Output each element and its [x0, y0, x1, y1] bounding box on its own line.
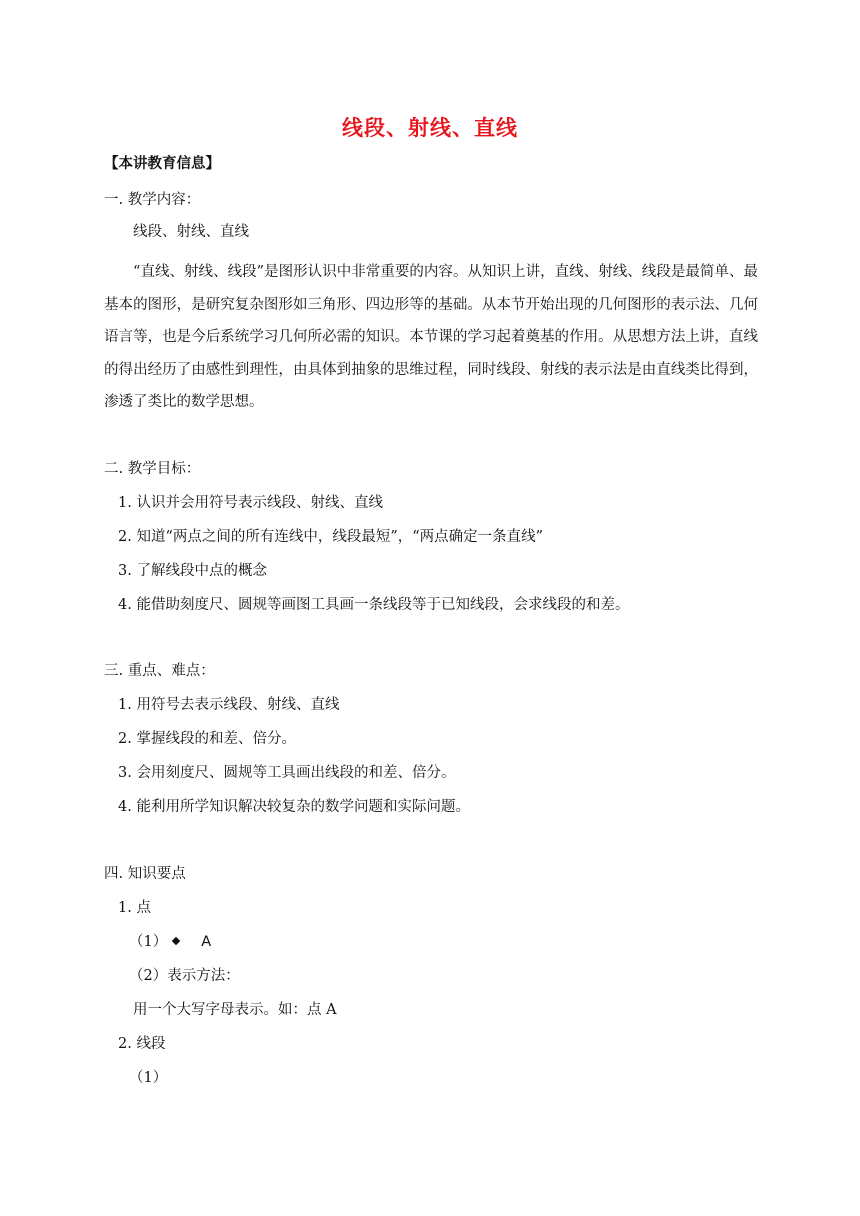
point-name: A	[201, 934, 212, 950]
point-label: 1. 点	[118, 900, 151, 916]
section-2-item-1: 1. 认识并会用符号表示线段、射线、直线	[118, 495, 383, 511]
point-desc: 用一个大写字母表示。如：点 A	[133, 1002, 337, 1018]
segment-label: 2. 线段	[118, 1036, 166, 1052]
section-3-item-2: 2. 掌握线段的和差、倍分。	[118, 731, 296, 747]
section-2-heading: 二. 教学目标：	[104, 461, 201, 477]
section-1-topic: 线段、射线、直线	[133, 224, 249, 240]
point-diamond-icon	[172, 937, 180, 945]
point-figure	[129, 932, 211, 952]
section-2-item-3: 3. 了解线段中点的概念	[118, 563, 267, 579]
section-1-heading: 一. 教学内容：	[104, 192, 201, 208]
section-3-item-3: 3. 会用刻度尺、圆规等工具画出线段的和差、倍分。	[118, 765, 456, 781]
section-2-item-4: 4. 能借助刻度尺、圆规等画图工具画一条线段等于已知线段，会求线段的和差。	[118, 597, 630, 613]
section-2-item-2: 2. 知道“两点之间的所有连线中，线段最短”，“两点确定一条直线”	[118, 529, 544, 545]
section-3-item-1: 1. 用符号去表示线段、射线、直线	[118, 697, 340, 713]
section-3-heading: 三. 重点、难点：	[104, 663, 215, 679]
section-1-paragraph: “直线、射线、线段”是图形认识中非常重要的内容。从知识上讲，直线、射线、线段是最简单、最基本的图形，是研究复杂图形如三角形、四边形等的基础。从本节开始出现的几何图形的表示法、几何语言等，也是今后系统学习几何所必需的知识。本节课的学习起着奠基的作用。从思想方法上讲，直线的得出经历了由感性到理性，由具体到抽象的思维过程，同时线段、射线的表示法是由直线类比得到，渗透了类比的数学思想。	[104, 264, 758, 410]
section-4-heading: 四. 知识要点	[104, 866, 186, 882]
section-3-item-4: 4. 能利用所学知识解决较复杂的数学问题和实际问题。	[118, 799, 470, 815]
point-sub2: （2）表示方法：	[129, 968, 240, 984]
section-header: 【本讲教育信息】	[104, 156, 220, 172]
page-title: 线段、射线、直线	[342, 116, 518, 140]
point-sub1: （1）	[129, 934, 168, 950]
segment-sub1: （1）	[129, 1070, 168, 1086]
